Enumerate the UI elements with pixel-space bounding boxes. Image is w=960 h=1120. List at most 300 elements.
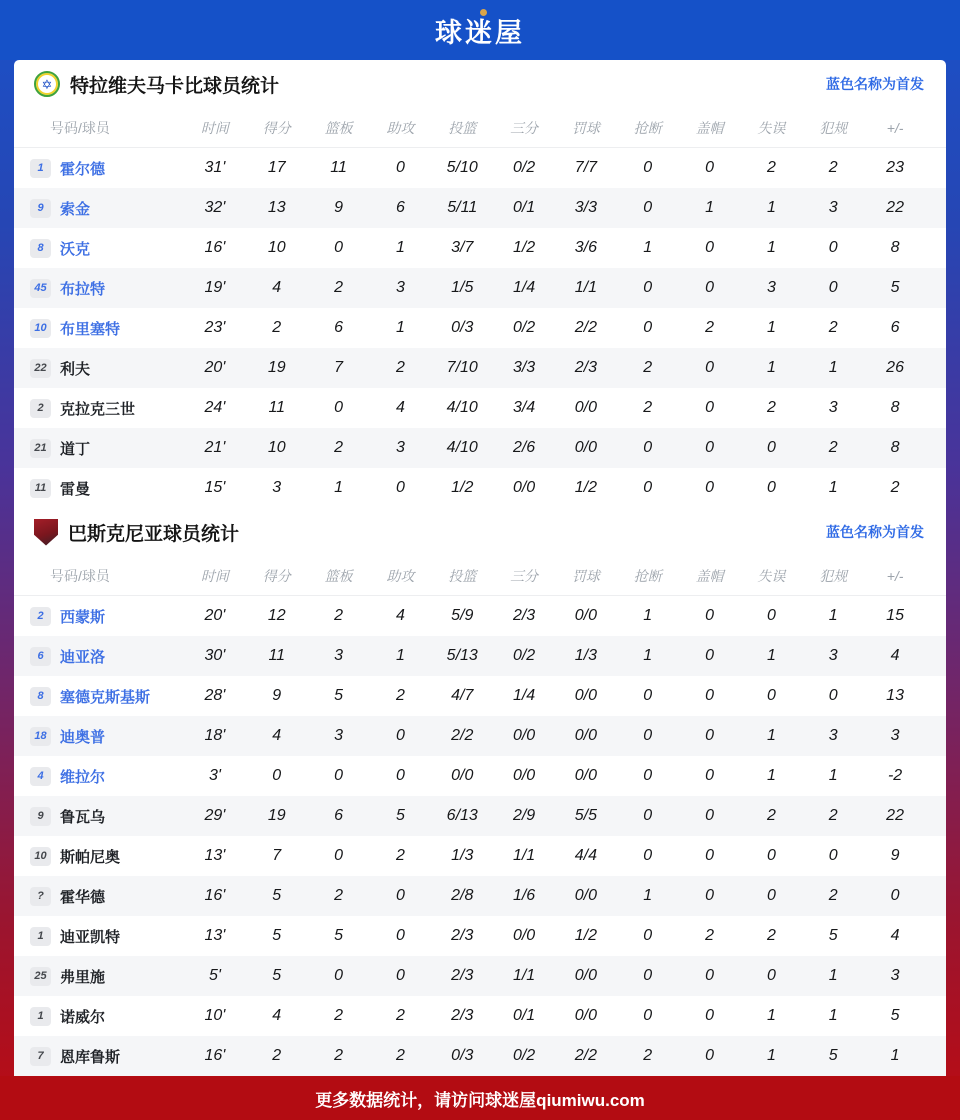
player-name[interactable]: 迪亚洛 — [60, 648, 106, 666]
stat-value: 0 — [705, 239, 715, 256]
player-name[interactable]: 利夫 — [60, 360, 91, 378]
player-number-badge: 10 — [30, 319, 51, 338]
player-name[interactable]: 维拉尔 — [60, 768, 106, 786]
stat-value: 0 — [705, 887, 715, 904]
stat-value: 1/1 — [512, 967, 536, 984]
player-cell — [14, 478, 184, 499]
table-row[interactable] — [14, 636, 946, 676]
stat-value: 2/8 — [451, 887, 474, 904]
stat-value: 0 — [705, 159, 715, 176]
stat-value: 0 — [643, 967, 653, 984]
stat-value: 0 — [643, 687, 653, 704]
stat-value: 0 — [705, 767, 715, 784]
stat-value: 2 — [334, 1047, 344, 1064]
column-header: 失误 — [757, 119, 786, 136]
player-name[interactable]: 诺威尔 — [60, 1008, 106, 1026]
stat-value: 1 — [766, 647, 776, 664]
column-header: 盖帽 — [695, 567, 724, 584]
player-name[interactable]: 索金 — [60, 200, 91, 218]
stat-value: 0/0 — [512, 927, 536, 944]
stat-value: 9 — [334, 199, 344, 216]
stat-value: 1 — [766, 319, 776, 336]
stat-value: 16' — [204, 1047, 226, 1064]
player-number-badge: 4 — [30, 767, 51, 786]
stat-value: 1 — [395, 239, 405, 256]
column-header: 篮板 — [324, 567, 353, 584]
stat-value: 0/0 — [451, 767, 474, 784]
stat-value: 11 — [330, 159, 347, 176]
section-title: 特拉维夫马卡比球员统计 — [70, 75, 280, 97]
table-row[interactable] — [14, 428, 946, 468]
table-row[interactable] — [14, 756, 946, 796]
stat-value: 0 — [643, 847, 653, 864]
stat-value: 2 — [766, 927, 776, 944]
stat-value: 4 — [890, 927, 900, 944]
table-row[interactable] — [14, 348, 946, 388]
table-row[interactable] — [14, 188, 946, 228]
stat-value: 0 — [890, 887, 900, 904]
player-number-badge: 6 — [30, 647, 51, 666]
stat-value: 0 — [766, 439, 776, 456]
stat-value: 7 — [334, 359, 344, 376]
player-name[interactable]: 恩库鲁斯 — [60, 1048, 121, 1066]
stat-value: 0 — [395, 927, 405, 944]
stat-value: 0/3 — [451, 319, 474, 336]
column-header-row — [14, 108, 946, 148]
stat-value: 2/3 — [451, 927, 474, 944]
stat-value: 0/3 — [451, 1047, 474, 1064]
table-row[interactable] — [14, 996, 946, 1036]
site-header — [0, 0, 960, 60]
player-cell — [14, 926, 184, 947]
table-row[interactable] — [14, 716, 946, 756]
stat-value: 2 — [395, 359, 405, 376]
stat-value: 0 — [334, 847, 344, 864]
player-name[interactable]: 霍华德 — [60, 888, 106, 906]
player-name[interactable]: 布里塞特 — [60, 320, 121, 338]
stat-value: 0/2 — [512, 647, 536, 664]
stat-value: 4 — [395, 399, 405, 416]
stat-value: 19 — [267, 359, 286, 376]
player-name[interactable]: 西蒙斯 — [60, 608, 106, 626]
stat-value: 2 — [272, 1047, 282, 1064]
player-name[interactable]: 迪奥普 — [60, 728, 106, 746]
stat-value: 0 — [828, 239, 838, 256]
stat-value: 0 — [705, 1007, 715, 1024]
stat-value: 0 — [395, 887, 405, 904]
stat-value: 0 — [643, 159, 653, 176]
column-header: 助攻 — [386, 119, 415, 136]
stat-value: 1/2 — [512, 239, 536, 256]
column-header: 投篮 — [448, 567, 477, 584]
stat-value: 0 — [643, 1007, 653, 1024]
stat-value: 2/9 — [512, 807, 536, 824]
player-cell — [14, 1006, 184, 1027]
stat-value: 0 — [395, 767, 405, 784]
stat-value: 0 — [643, 479, 653, 496]
column-header: 投篮 — [448, 119, 477, 136]
table-row[interactable] — [14, 388, 946, 428]
table-row[interactable] — [14, 836, 946, 876]
stat-value: 11 — [268, 399, 286, 416]
stat-value: 1/4 — [512, 279, 536, 296]
stat-value: 7 — [272, 847, 282, 864]
stat-value: 10 — [267, 239, 286, 256]
player-name[interactable]: 克拉克三世 — [60, 400, 136, 418]
stat-value: 2/6 — [512, 439, 536, 456]
stat-value: 1 — [890, 1047, 900, 1064]
column-header: 盖帽 — [695, 119, 724, 136]
stat-value: 22 — [886, 807, 904, 824]
stat-value: 19' — [204, 279, 226, 296]
stat-value: 0/1 — [512, 199, 536, 216]
stat-value: 1/2 — [451, 479, 474, 496]
stat-value: 3/6 — [574, 239, 598, 256]
player-name[interactable]: 迪亚凯特 — [60, 928, 121, 946]
stat-value: 5 — [272, 967, 282, 984]
maccabi-tel-aviv-logo-icon: ✡ — [34, 71, 60, 97]
stat-value: 3/3 — [512, 359, 536, 376]
stat-value: 2/3 — [574, 359, 598, 376]
player-cell — [14, 1046, 184, 1067]
stat-value: 0 — [334, 399, 344, 416]
stat-value: 0 — [643, 199, 653, 216]
stat-value: 0 — [395, 967, 405, 984]
stat-value: 5 — [334, 687, 344, 704]
stat-value: 2 — [766, 807, 776, 824]
table-row[interactable] — [14, 796, 946, 836]
stat-value: 7/10 — [446, 359, 478, 376]
stat-value: 3 — [766, 279, 776, 296]
stat-value: 10' — [204, 1007, 226, 1024]
stat-value: 1/4 — [512, 687, 536, 704]
player-cell — [14, 646, 184, 667]
stat-value: 1 — [766, 1007, 776, 1024]
column-header: 号码/球员 — [50, 119, 110, 136]
stat-value: 30' — [204, 647, 226, 664]
stat-value: 13' — [204, 847, 226, 864]
stat-value: 2 — [828, 159, 838, 176]
player-name[interactable]: 霍尔德 — [60, 160, 106, 178]
stat-value: 0 — [828, 279, 838, 296]
player-cell — [14, 398, 184, 419]
table-row[interactable] — [14, 676, 946, 716]
stat-value: 1 — [766, 199, 776, 216]
stat-value: 2 — [705, 319, 715, 336]
stat-value: 0/0 — [574, 1007, 598, 1024]
section-header — [14, 60, 946, 108]
logo-dot-icon — [480, 9, 487, 16]
player-name[interactable]: 沃克 — [60, 240, 91, 258]
column-header: 得分 — [262, 567, 291, 584]
stat-value: 24' — [204, 399, 226, 416]
column-header-row — [14, 556, 946, 596]
stat-value: 5/5 — [574, 807, 598, 824]
column-header: 得分 — [262, 119, 291, 136]
stat-value: 2 — [766, 159, 776, 176]
stat-value: 5/10 — [446, 159, 478, 176]
stat-value: 3 — [828, 399, 838, 416]
stat-value: 2 — [334, 279, 344, 296]
stat-value: 21' — [204, 439, 226, 456]
stat-value: 9 — [272, 687, 282, 704]
stat-value: 0/2 — [512, 319, 536, 336]
stat-value: 0 — [643, 767, 653, 784]
stat-value: 1 — [643, 239, 653, 256]
stat-value: 6 — [334, 807, 344, 824]
stat-value: 4 — [272, 1007, 282, 1024]
stat-value: 0 — [705, 1047, 715, 1064]
stat-value: 0 — [395, 479, 405, 496]
starter-note: 蓝色名称为首发 — [826, 524, 924, 540]
player-number-badge: 8 — [30, 687, 51, 706]
stat-value: 0 — [705, 727, 715, 744]
column-header: 抢断 — [633, 567, 662, 584]
player-cell — [14, 438, 184, 459]
column-header: 抢断 — [633, 119, 662, 136]
stat-value: 1 — [705, 199, 715, 216]
player-number-badge: 25 — [30, 967, 51, 986]
player-cell — [14, 886, 184, 907]
stat-value: 1/1 — [574, 279, 598, 296]
section-title: 巴斯克尼亚球员统计 — [68, 523, 240, 545]
player-number-badge: 9 — [30, 199, 51, 218]
stat-value: 5 — [828, 1047, 838, 1064]
stat-value: 2/3 — [512, 607, 536, 624]
stat-value: 1 — [828, 967, 838, 984]
stat-value: 31' — [204, 159, 226, 176]
stat-value: 0 — [705, 607, 715, 624]
column-header: 三分 — [510, 567, 539, 584]
player-number-badge: 21 — [30, 439, 51, 458]
stat-value: 0/2 — [512, 159, 536, 176]
stat-value: 8 — [890, 239, 900, 256]
starter-note: 蓝色名称为首发 — [826, 76, 924, 92]
stat-value: 3 — [828, 727, 838, 744]
stat-value: 2 — [395, 1007, 405, 1024]
stat-value: 0 — [766, 479, 776, 496]
player-number-badge: 45 — [30, 279, 51, 298]
stat-value: 2 — [334, 607, 344, 624]
table-row[interactable] — [14, 916, 946, 956]
player-cell — [14, 318, 184, 339]
stat-value: 0/0 — [574, 727, 598, 744]
stat-value: 2 — [334, 1007, 344, 1024]
stat-value: 3 — [890, 967, 900, 984]
player-cell — [14, 806, 184, 827]
site-logo[interactable] — [435, 11, 525, 50]
stat-value: 28' — [204, 687, 226, 704]
stat-value: 2 — [395, 687, 405, 704]
stat-value: 5/11 — [447, 199, 478, 216]
stat-value: 3 — [272, 479, 282, 496]
stat-value: 4 — [395, 607, 405, 624]
table-row[interactable] — [14, 956, 946, 996]
stat-value: 0 — [705, 847, 715, 864]
stat-value: 4/4 — [574, 847, 598, 864]
stat-value: 0 — [334, 967, 344, 984]
site-logo-text: 球迷屋 — [435, 17, 525, 48]
stat-value: 0 — [766, 967, 776, 984]
stat-value: 0 — [334, 767, 344, 784]
player-number-badge: 8 — [30, 239, 51, 258]
stat-value: 3 — [334, 727, 344, 744]
player-name[interactable]: 鲁瓦乌 — [60, 808, 106, 826]
stat-value: 0 — [643, 319, 653, 336]
stat-value: 2 — [272, 319, 282, 336]
stat-value: 2 — [643, 399, 653, 416]
stat-value: 0 — [705, 439, 715, 456]
stat-value: 32' — [204, 199, 226, 216]
stat-value: 1/3 — [574, 647, 598, 664]
stat-value: 0 — [828, 847, 838, 864]
stat-value: 0 — [272, 767, 282, 784]
stat-value: 5 — [890, 279, 900, 296]
stat-value: 3 — [395, 279, 405, 296]
stat-value: 19 — [267, 807, 286, 824]
stat-value: 5 — [272, 887, 282, 904]
stat-value: 0 — [643, 807, 653, 824]
player-number-badge: 9 — [30, 807, 51, 826]
footer-text: 更多数据统计，请访问球迷屋qiumiwu.com — [315, 1090, 645, 1110]
player-number-badge: 10 — [30, 847, 51, 866]
stat-value: 5 — [334, 927, 344, 944]
stat-value: 1 — [766, 727, 776, 744]
column-header: 篮板 — [324, 119, 353, 136]
player-cell — [14, 278, 184, 299]
stat-value: 0/0 — [574, 399, 598, 416]
player-number-badge: 2 — [30, 607, 51, 626]
stat-value: 1 — [643, 647, 653, 664]
stat-value: 1 — [643, 607, 653, 624]
column-header: 三分 — [510, 119, 539, 136]
stat-value: 7/7 — [574, 159, 598, 176]
table-row[interactable] — [14, 228, 946, 268]
stat-value: 0 — [395, 727, 405, 744]
column-header: 号码/球员 — [50, 567, 110, 584]
stat-value: 4 — [272, 279, 282, 296]
stat-value: 2 — [828, 887, 838, 904]
player-name[interactable]: 塞德克斯基斯 — [60, 688, 151, 706]
stat-value: 2/3 — [451, 967, 474, 984]
stat-value: 2/2 — [451, 727, 474, 744]
stat-value: 3 — [395, 439, 405, 456]
stat-value: 1 — [766, 239, 776, 256]
stat-value: 3/3 — [574, 199, 598, 216]
stat-value: 1 — [334, 479, 344, 496]
table-row[interactable] — [14, 468, 946, 508]
table-row[interactable] — [14, 268, 946, 308]
stat-value: 29' — [204, 807, 226, 824]
team-stats-section-baskonia — [14, 508, 946, 1076]
stat-value: 1 — [828, 607, 838, 624]
column-header: 时间 — [200, 119, 229, 136]
stat-value: 4/10 — [446, 399, 478, 416]
stat-value: -2 — [887, 767, 903, 784]
stat-value: 0 — [766, 847, 776, 864]
stat-value: 0 — [705, 967, 715, 984]
table-row[interactable] — [14, 1036, 946, 1076]
stat-value: 8 — [890, 399, 900, 416]
stat-value: 0/0 — [512, 767, 536, 784]
stat-value: 2 — [334, 887, 344, 904]
stat-value: 0/0 — [574, 967, 598, 984]
stat-value: 11 — [268, 647, 286, 664]
stat-value: 2 — [828, 439, 838, 456]
stat-value: 2/3 — [451, 1007, 474, 1024]
table-row[interactable] — [14, 876, 946, 916]
stat-value: 0 — [705, 399, 715, 416]
player-number-badge: 1 — [30, 927, 51, 946]
stat-value: 2/2 — [574, 319, 598, 336]
stat-value: 1/2 — [574, 479, 598, 496]
player-number-badge: 11 — [30, 479, 51, 498]
table-row[interactable] — [14, 148, 946, 188]
stat-value: 4 — [890, 647, 900, 664]
player-cell — [14, 726, 184, 747]
stat-value: 2 — [334, 439, 344, 456]
stat-value: 0/0 — [512, 479, 536, 496]
stat-value: 1 — [828, 767, 838, 784]
stat-value: 15 — [886, 607, 904, 624]
player-name[interactable]: 弗里施 — [60, 968, 106, 986]
stat-value: 1 — [766, 1047, 776, 1064]
stat-value: 1/2 — [574, 927, 598, 944]
stat-value: 0 — [705, 647, 715, 664]
player-cell — [14, 966, 184, 987]
player-number-badge: 2 — [30, 399, 51, 418]
player-name[interactable]: 道丁 — [60, 440, 91, 458]
stat-value: 5 — [395, 807, 405, 824]
stat-value: 16' — [204, 239, 226, 256]
stat-value: 18' — [204, 727, 226, 744]
column-header: +/- — [886, 119, 904, 136]
stat-value: 5' — [208, 967, 221, 984]
stat-value: 23 — [886, 159, 904, 176]
column-header: 犯规 — [819, 119, 848, 136]
stat-value: 23' — [204, 319, 226, 336]
stat-value: 6/13 — [446, 807, 478, 824]
stat-value: 3/4 — [512, 399, 536, 416]
stat-value: 1 — [643, 887, 653, 904]
stat-value: 0/1 — [512, 1007, 536, 1024]
stat-value: 2 — [828, 807, 838, 824]
player-name[interactable]: 斯帕尼奥 — [60, 848, 121, 866]
stat-value: 3 — [828, 647, 838, 664]
column-header: 犯规 — [819, 567, 848, 584]
player-name[interactable]: 布拉特 — [60, 280, 106, 298]
stat-value: 5 — [828, 927, 838, 944]
stat-value: 0 — [705, 479, 715, 496]
stat-value: 1/3 — [451, 847, 474, 864]
player-number-badge: 22 — [30, 359, 51, 378]
stat-value: 1 — [395, 647, 405, 664]
stat-value: 1 — [766, 767, 776, 784]
stat-value: 0 — [643, 279, 653, 296]
stat-value: 2 — [828, 319, 838, 336]
player-cell — [14, 358, 184, 379]
column-header: 时间 — [200, 567, 229, 584]
table-row[interactable] — [14, 308, 946, 348]
table-row[interactable] — [14, 596, 946, 636]
section-header — [14, 508, 946, 556]
stat-value: 6 — [334, 319, 344, 336]
player-name[interactable]: 雷曼 — [60, 480, 91, 498]
stat-value: 0/2 — [512, 1047, 536, 1064]
stat-value: 3' — [208, 767, 221, 784]
stat-value: 0/0 — [512, 727, 536, 744]
player-cell — [14, 606, 184, 627]
